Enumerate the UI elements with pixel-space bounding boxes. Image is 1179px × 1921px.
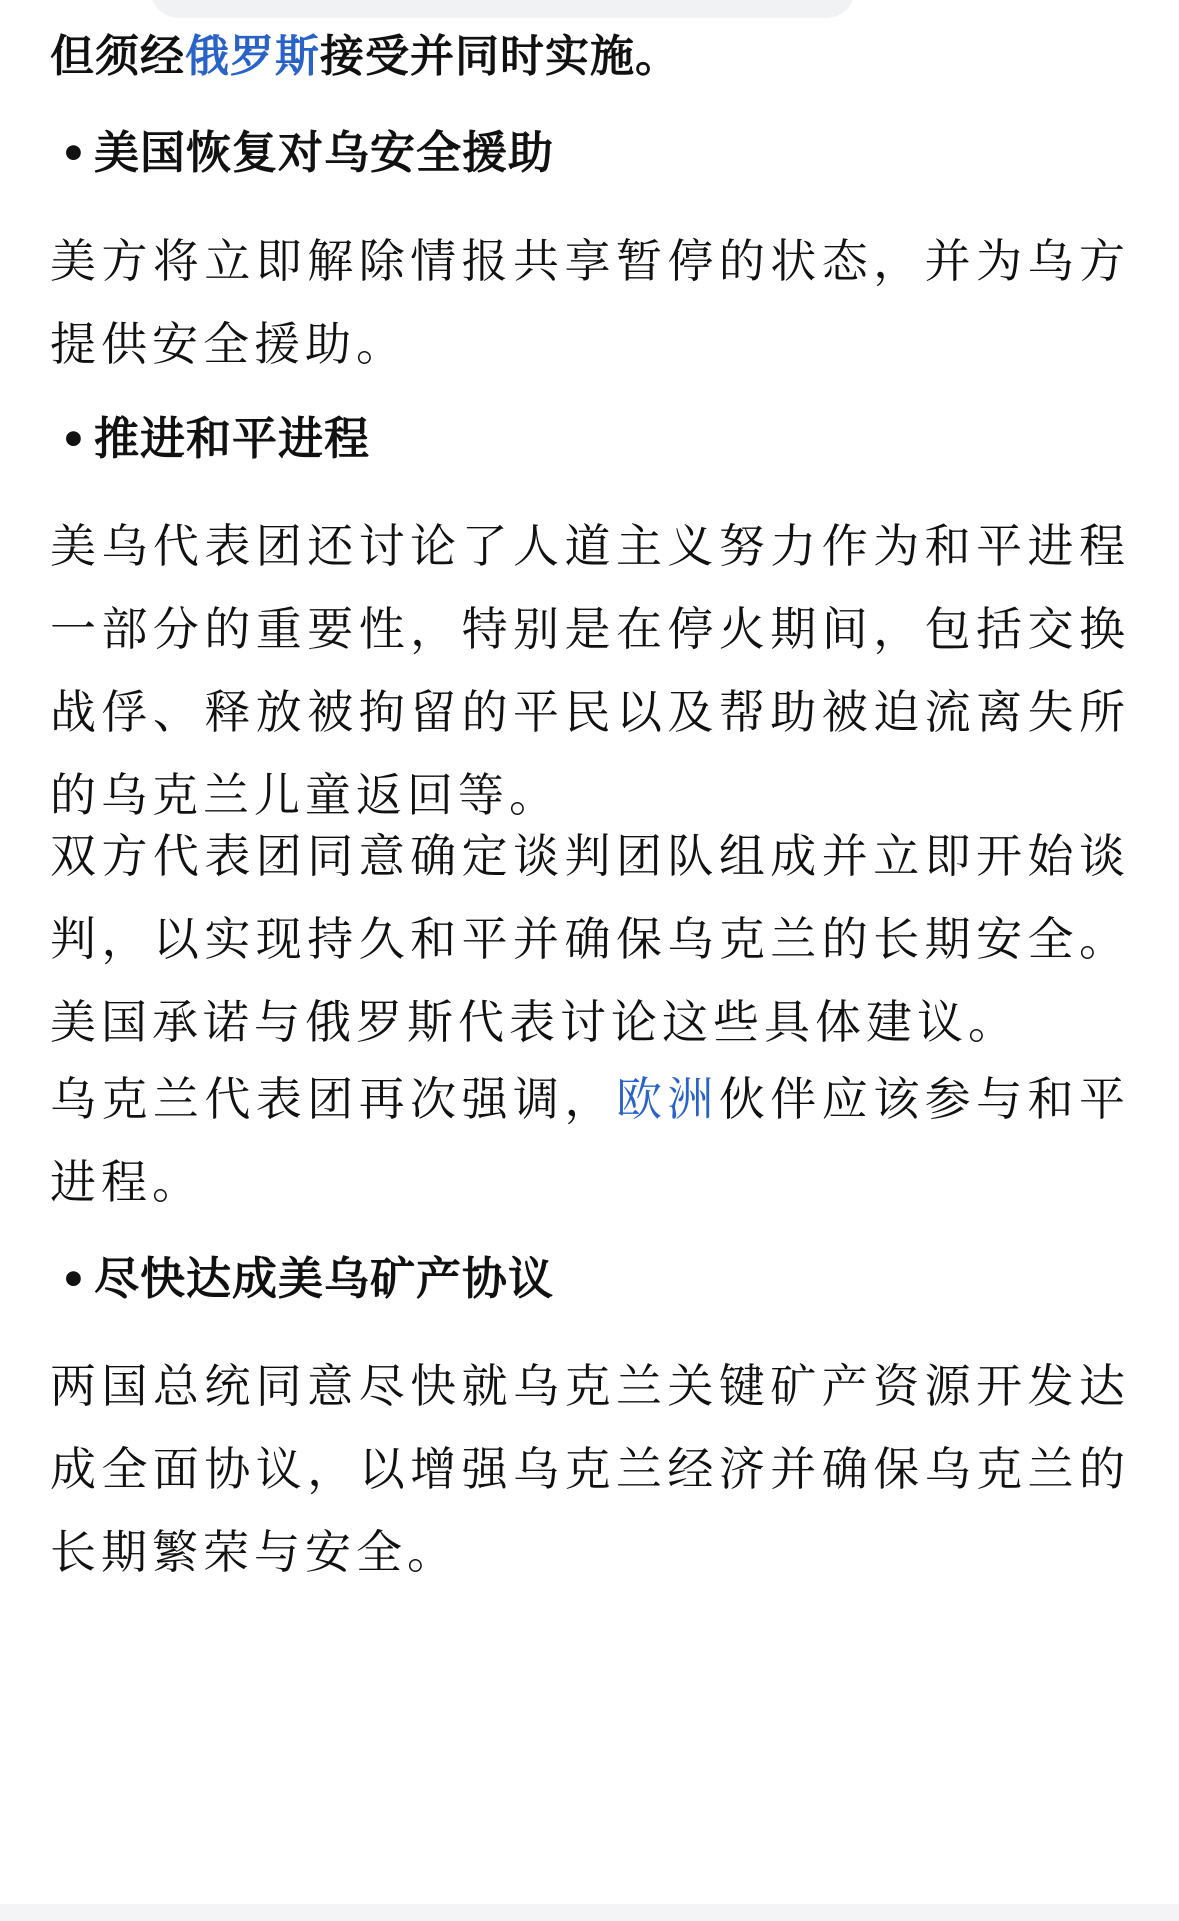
- bullet-dot-icon: •: [60, 1255, 88, 1304]
- paragraph-humanitarian: 美乌代表团还讨论了人道主义努力作为和平进程一部分的重要性，特别是在停火期间，包括交换战俘、释放被拘留的平民以及帮助被迫流离失所的乌克兰儿童返回等。: [50, 519, 1130, 822]
- paragraph-europe: [50, 1058, 1130, 1224]
- bottom-toolbar-edge: [0, 1904, 1179, 1921]
- paragraph-security-aid: 美方将立即解除情报共享暂停的状态，并为乌方提供安全援助。: [50, 234, 1130, 371]
- europe-prefix: 乌克兰代表团再次强调，: [50, 1072, 616, 1126]
- top-search-bar-edge[interactable]: [150, 0, 855, 18]
- bullet-dot-icon: •: [60, 415, 88, 464]
- russia-link[interactable]: 俄罗斯: [185, 31, 320, 82]
- lead-suffix: 接受并同时实施。: [320, 31, 680, 82]
- heading-text: 尽快达成美乌矿产协议: [94, 1252, 555, 1305]
- heading-text: 美国恢复对乌安全援助: [94, 126, 555, 179]
- bullet-dot-icon: •: [60, 129, 88, 178]
- section-heading-security-aid: [50, 124, 554, 183]
- europe-suffix: 伙伴应该参与和平进程。: [50, 1072, 1131, 1209]
- lead-sentence: [50, 28, 680, 86]
- paragraph-negotiation: 双方代表团同意确定谈判团队组成并立即开始谈判，以实现持久和平并确保乌克兰的长期安全。美国承诺与俄罗斯代表讨论这些具体建议。: [50, 829, 1130, 1049]
- heading-text: 推进和平进程: [94, 412, 371, 465]
- section-heading-peace-process: [50, 410, 370, 469]
- europe-link[interactable]: 欧洲: [615, 1072, 719, 1126]
- section-heading-minerals: [50, 1250, 554, 1309]
- lead-prefix: 但须经: [50, 31, 185, 82]
- paragraph-minerals: 两国总统同意尽快就乌克兰关键矿产资源开发达成全面协议，以增强乌克兰经济并确保乌克兰的长期繁荣与安全。: [50, 1359, 1130, 1579]
